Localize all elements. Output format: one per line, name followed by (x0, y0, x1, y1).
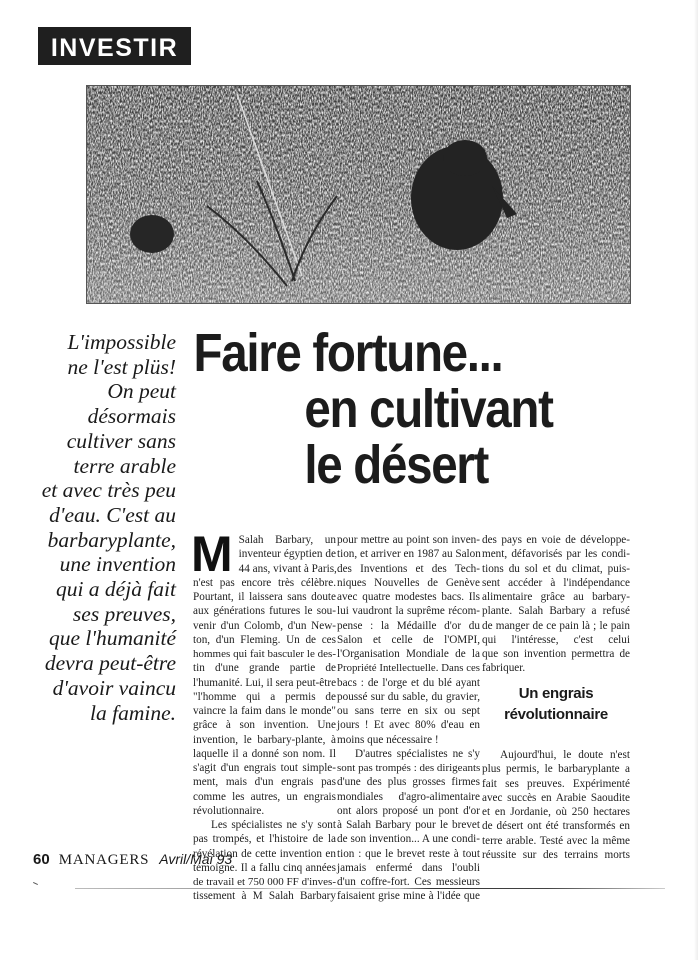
scan-mark (33, 882, 38, 885)
text-line: n'est pas encore très célèbre. (193, 576, 336, 589)
pull-quote-line: une invention (59, 552, 176, 577)
text-line: D'autres spécialistes ne s'y (355, 747, 480, 760)
text-line: de désert ont été transformés en (482, 820, 630, 833)
text-line: révolutionnaire. (193, 804, 265, 817)
text-line: ont alors proposé un pont d'or (337, 804, 480, 817)
text-line: 44 ans, vivant à Paris, (238, 562, 337, 575)
headline-line-1: Faire fortune... (193, 323, 503, 383)
page-number: 60 (33, 851, 50, 868)
text-line: révélation de cette invention en (193, 847, 336, 860)
text-line: vaincre la faim dans le monde" (193, 705, 336, 717)
text-line: ment, mais d'un engrais pas (193, 776, 336, 789)
text-line: comme les autres, un engrais (193, 790, 336, 803)
text-line: aux générations futures le sou- (193, 605, 336, 618)
pull-quote-line: d'eau. C'est au (49, 502, 176, 527)
text-line: venir d'un Colomb, d'un New- (193, 619, 336, 632)
text-line: lui vaudront la suprême récom- (337, 605, 480, 618)
text-line: d'un coffre-fort. Ces messieurs (337, 876, 480, 888)
article-photo (86, 85, 631, 304)
text-line: qui l'intéresse, c'est celui (482, 633, 630, 646)
text-line: sont pas trompés : des dirigeants (337, 762, 481, 774)
text-line: Salon et celle de l'OMPI, (337, 633, 480, 646)
text-line: laquelle il a donné son nom. Il (193, 747, 336, 760)
text-line: ou sans terre en six ou sept (337, 705, 480, 717)
subheading (482, 683, 630, 725)
text-line: bacs : de l'orge et du blé ayant (337, 676, 480, 689)
text-line: s'agit d'un engrais tout simple- (193, 762, 336, 774)
pull-quote-line: On peut (107, 379, 176, 404)
text-line: l'humanité. Lui, il sera peut-être (193, 676, 337, 689)
pull-quote-line: d'avoir vaincu (52, 675, 176, 700)
text-line: sent accéder à l'indépendance (482, 576, 630, 589)
text-line: tions du sol et du climat, puis- (482, 562, 630, 575)
text-line: avec succès en Arabie Saoudite (482, 791, 630, 804)
text-line: à Salah Barbary pour le brevet (337, 819, 480, 831)
subheading-line-1: Un engrais (518, 685, 594, 702)
text-line: niques Nouvelles de Genève (337, 576, 480, 589)
text-line: hommes qui fait basculer le des- (193, 648, 336, 660)
subheading-line-2: révolutionnaire (504, 706, 608, 723)
text-line: réussite sur des terrains morts (482, 848, 630, 861)
text-line: l'Organisation Mondiale de la (337, 648, 480, 660)
pull-quote-line: devra peut-être (44, 651, 176, 676)
text-line: fabriquer. (482, 662, 526, 675)
article-column-3 (482, 533, 630, 676)
text-line: Les spécialistes ne s'y sont (211, 819, 336, 831)
desert-field-photo-icon (87, 86, 630, 303)
text-line: mondiales d'agro-alimentaire (337, 790, 480, 803)
pull-quote-line: désormais (87, 404, 176, 429)
text-line: faisaient grise mine à l'idée que (337, 890, 480, 903)
pull-quote-line: qui a déjà fait (55, 577, 176, 602)
headline-line-2: en cultivant (304, 379, 553, 439)
footer-rule (75, 888, 665, 889)
article-column-1 (191, 526, 337, 904)
text-line: alimentaire grâce au barbary- (482, 591, 630, 603)
text-line: jours ! Et avec 80% d'eau en (337, 719, 480, 732)
pull-quote-line: que l'humanité (48, 626, 176, 651)
article-column-3-continued (482, 748, 630, 862)
page-edge (694, 0, 698, 960)
small-dark-shape (130, 215, 174, 253)
pull-quote-line: cultiver sans (66, 428, 176, 453)
text-line: avec quatre modestes bacs. Ils (337, 591, 480, 603)
text-line: que son invention permettra de (482, 648, 630, 660)
text-line: Propriété Intellectuelle. Dans ces (337, 662, 480, 675)
section-tag (38, 27, 191, 65)
text-line: invention, le barbary-plante, à (193, 733, 336, 746)
text-line: témoigne. Il a fallu cinq années (193, 861, 336, 874)
pull-quote-line: et avec très peu (41, 478, 176, 503)
text-line: plus permis, le barbaryplante a (482, 763, 630, 776)
text-line: tion, et arriver en 1987 au Salon (337, 548, 481, 561)
text-line: pense : la Médaille d'or du (337, 619, 480, 632)
text-line: Aujourd'hui, le doute n'est (500, 749, 630, 761)
text-line: plante. Salah Barbary a refusé (482, 605, 630, 618)
text-line: pas trompés, et l'histoire de la (193, 833, 336, 846)
article-column-2 (337, 533, 480, 904)
pull-quote-line: L'impossible (67, 330, 176, 354)
text-line: tion : que le brevet reste à tout (337, 847, 480, 860)
text-line: Pourtant, il laissera sans doute (193, 591, 336, 603)
text-line: moins que nécessaire ! (337, 733, 439, 746)
text-line: terre arable. Testé avec la même (482, 834, 630, 847)
text-line: fait ses preuves. Expérimenté (482, 777, 630, 790)
text-line: de son invention... A une condi- (337, 833, 480, 846)
text-line: de manger de ce pain là ; le pain (482, 619, 630, 632)
text-line: pour mettre au point son inven- (337, 534, 480, 546)
text-line: tin d'une grande partie de (193, 662, 336, 675)
text-line: "l'homme qui a permis de (193, 690, 336, 703)
drop-cap: M (191, 526, 233, 582)
magazine-name: MANAGERS (58, 852, 150, 868)
text-line: d'une des plus grosses firmes (337, 776, 480, 789)
text-line: tissement à M Salah Barbary (193, 890, 336, 903)
text-line: des Inventions et des Tech- (337, 562, 480, 575)
pull-quote (28, 330, 176, 725)
text-line: inventeur égyptien de (238, 548, 336, 561)
text-line: ment, défavorisés par les condi- (482, 548, 630, 561)
issue-date: Avril/Mai 93 (159, 851, 233, 867)
headline (190, 325, 586, 493)
text-line: des pays en voie de développe- (482, 534, 630, 546)
pull-quote-line: ne l'est plüs! (67, 354, 176, 379)
text-line: Salah Barbary, un (238, 534, 336, 546)
pull-quote-line: terre arable (73, 453, 176, 478)
text-line: ton, d'un Fleming. Un de ces (193, 633, 336, 646)
pull-quote-line: barbaryplante, (47, 527, 176, 552)
text-line: grâce à son invention. Une (193, 719, 336, 732)
section-label: INVESTIR (50, 33, 179, 62)
page-footer (33, 851, 232, 869)
text-line: et en Jordanie, où 250 hectares (482, 806, 630, 818)
pull-quote-line: ses preuves, (72, 601, 176, 626)
headline-line-3: le désert (304, 435, 488, 495)
pull-quote-line: la famine. (90, 700, 176, 725)
text-line: de travail et 750 000 FF d'inves- (193, 876, 336, 888)
text-line: poussé sur du sable, du gravier, (337, 690, 480, 703)
text-line: jamais enfermé dans l'oubli (337, 861, 480, 874)
